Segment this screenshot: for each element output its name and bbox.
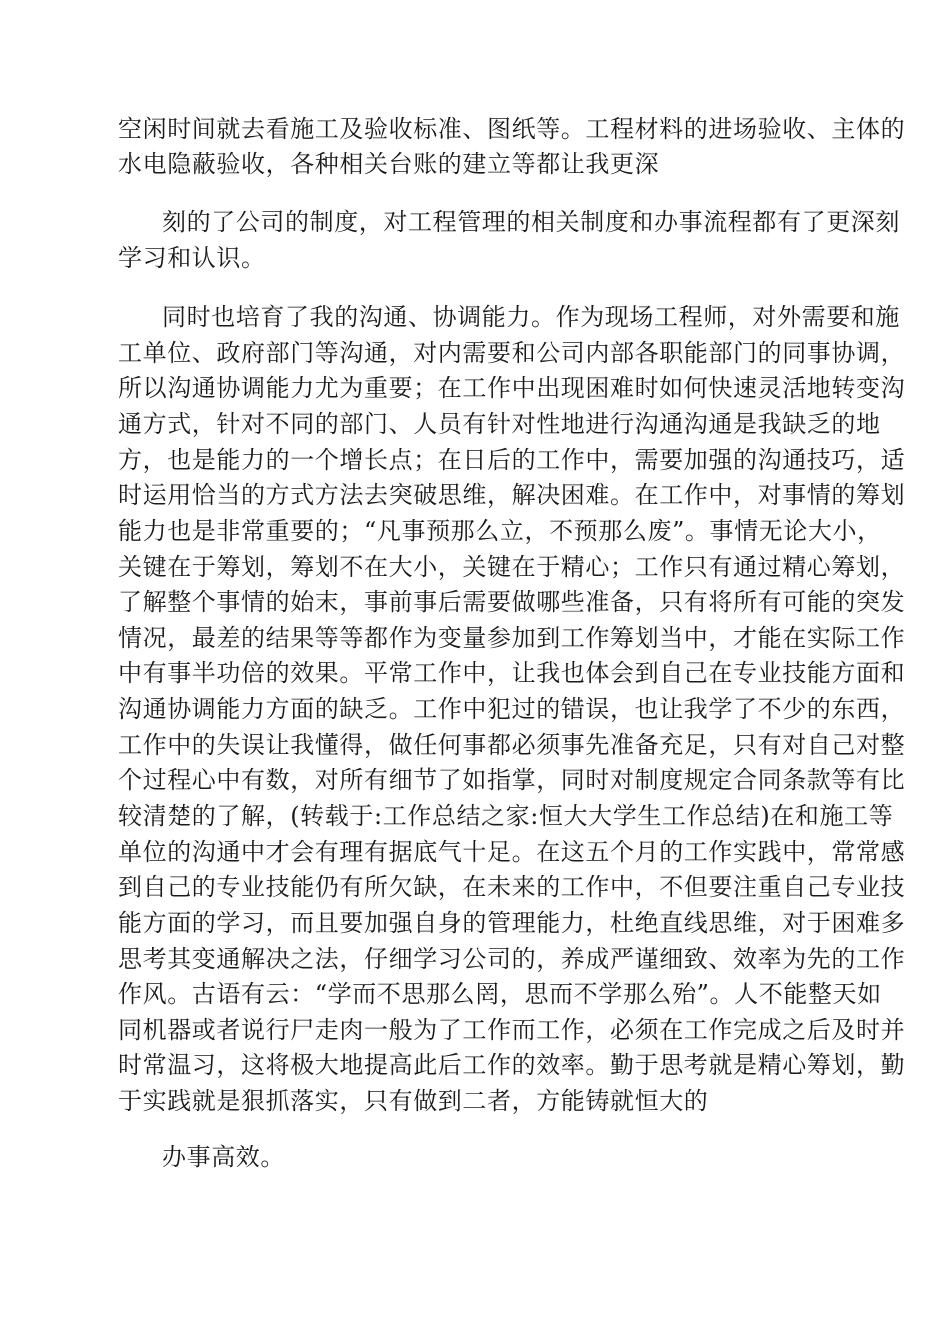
paragraph-3-line-19: 思考其变通解决之法，仔细学习公司的，养成严谨细致、效率为先的工作 <box>118 945 906 973</box>
paragraph-2-line-1: 刻的了公司的制度，对工程管理的相关制度和办事流程都有了更深刻 <box>162 208 900 236</box>
paragraph-2-line-2: 学习和认识。 <box>118 244 266 272</box>
paragraph-3-line-15: 较清楚的了解，(转载于:工作总结之家:恒大大学生工作总结)在和施工等 <box>118 802 894 830</box>
paragraph-3-line-21: 同机器或者说行尸走肉一般为了工作而工作，必须在工作完成之后及时并 <box>118 1016 906 1044</box>
paragraph-3-line-9: 了解整个事情的始末，事前事后需要做哪些准备，只有将所有可能的突发 <box>118 588 906 616</box>
paragraph-1-line-2: 水电隐蔽验收，各种相关台账的建立等都让我更深 <box>118 150 660 178</box>
paragraph-3-line-2: 工单位、政府部门等沟通，对内需要和公司内部各职能部门的同事协调， <box>118 339 906 367</box>
paragraph-1-line-1: 空闲时间就去看施工及验收标准、图纸等。工程材料的进场验收、主体的 <box>118 115 906 143</box>
paragraph-3-line-12: 沟通协调能力方面的缺乏。工作中犯过的错误，也让我学了不少的东西， <box>118 695 906 723</box>
paragraph-3-line-6: 时运用恰当的方式方法去突破思维，解决困难。在工作中，对事情的筹划 <box>118 481 906 509</box>
paragraph-3-line-23: 于实践就是狠抓落实，只有做到二者，方能铸就恒大的 <box>118 1087 709 1115</box>
paragraph-3-line-14: 个过程心中有数，对所有细节了如指掌，同时对制度规定合同条款等有比 <box>118 766 906 794</box>
paragraph-3-line-17: 到自己的专业技能仍有所欠缺，在未来的工作中，不但要注重自己专业技 <box>118 873 906 901</box>
paragraph-3-line-4: 通方式，针对不同的部门、人员有针对性地进行沟通沟通是我缺乏的地 <box>118 410 881 438</box>
paragraph-3-line-13: 工作中的失误让我懂得，做任何事都必须事先准备充足，只有对自己对整 <box>118 731 906 759</box>
paragraph-3-line-20: 作风。古语有云：“学而不思那么罔，思而不学那么殆”。人不能整天如 <box>118 980 882 1008</box>
paragraph-4-line-1: 办事高效。 <box>162 1143 285 1171</box>
paragraph-3-line-1: 同时也培育了我的沟通、协调能力。作为现场工程师，对外需要和施 <box>162 303 900 331</box>
paragraph-3-line-10: 情况，最差的结果等等都作为变量参加到工作筹划当中，才能在实际工作 <box>118 624 906 652</box>
paragraph-3-line-5: 方，也是能力的一个增长点；在日后的工作中，需要加强的沟通技巧，适 <box>118 446 906 474</box>
paragraph-3-line-11: 中有事半功倍的效果。平常工作中，让我也体会到自己在专业技能方面和 <box>118 659 906 687</box>
paragraph-3-line-7: 能力也是非常重要的；“凡事预那么立，不预那么废”。事情无论大小， <box>118 517 882 545</box>
paragraph-3-line-3: 所以沟通协调能力尤为重要；在工作中出现困难时如何快速灵活地转变沟 <box>118 374 906 402</box>
paragraph-3-line-8: 关键在于筹划，筹划不在大小，关键在于精心；工作只有通过精心筹划， <box>118 553 906 581</box>
paragraph-3-line-18: 能方面的学习，而且要加强自身的管理能力，杜绝直线思维，对于困难多 <box>118 909 906 937</box>
paragraph-3-line-22: 时常温习，这将极大地提高此后工作的效率。勤于思考就是精心筹划，勤 <box>118 1051 906 1079</box>
paragraph-3-line-16: 单位的沟通中才会有理有据底气十足。在这五个月的工作实践中，常常感 <box>118 838 906 866</box>
